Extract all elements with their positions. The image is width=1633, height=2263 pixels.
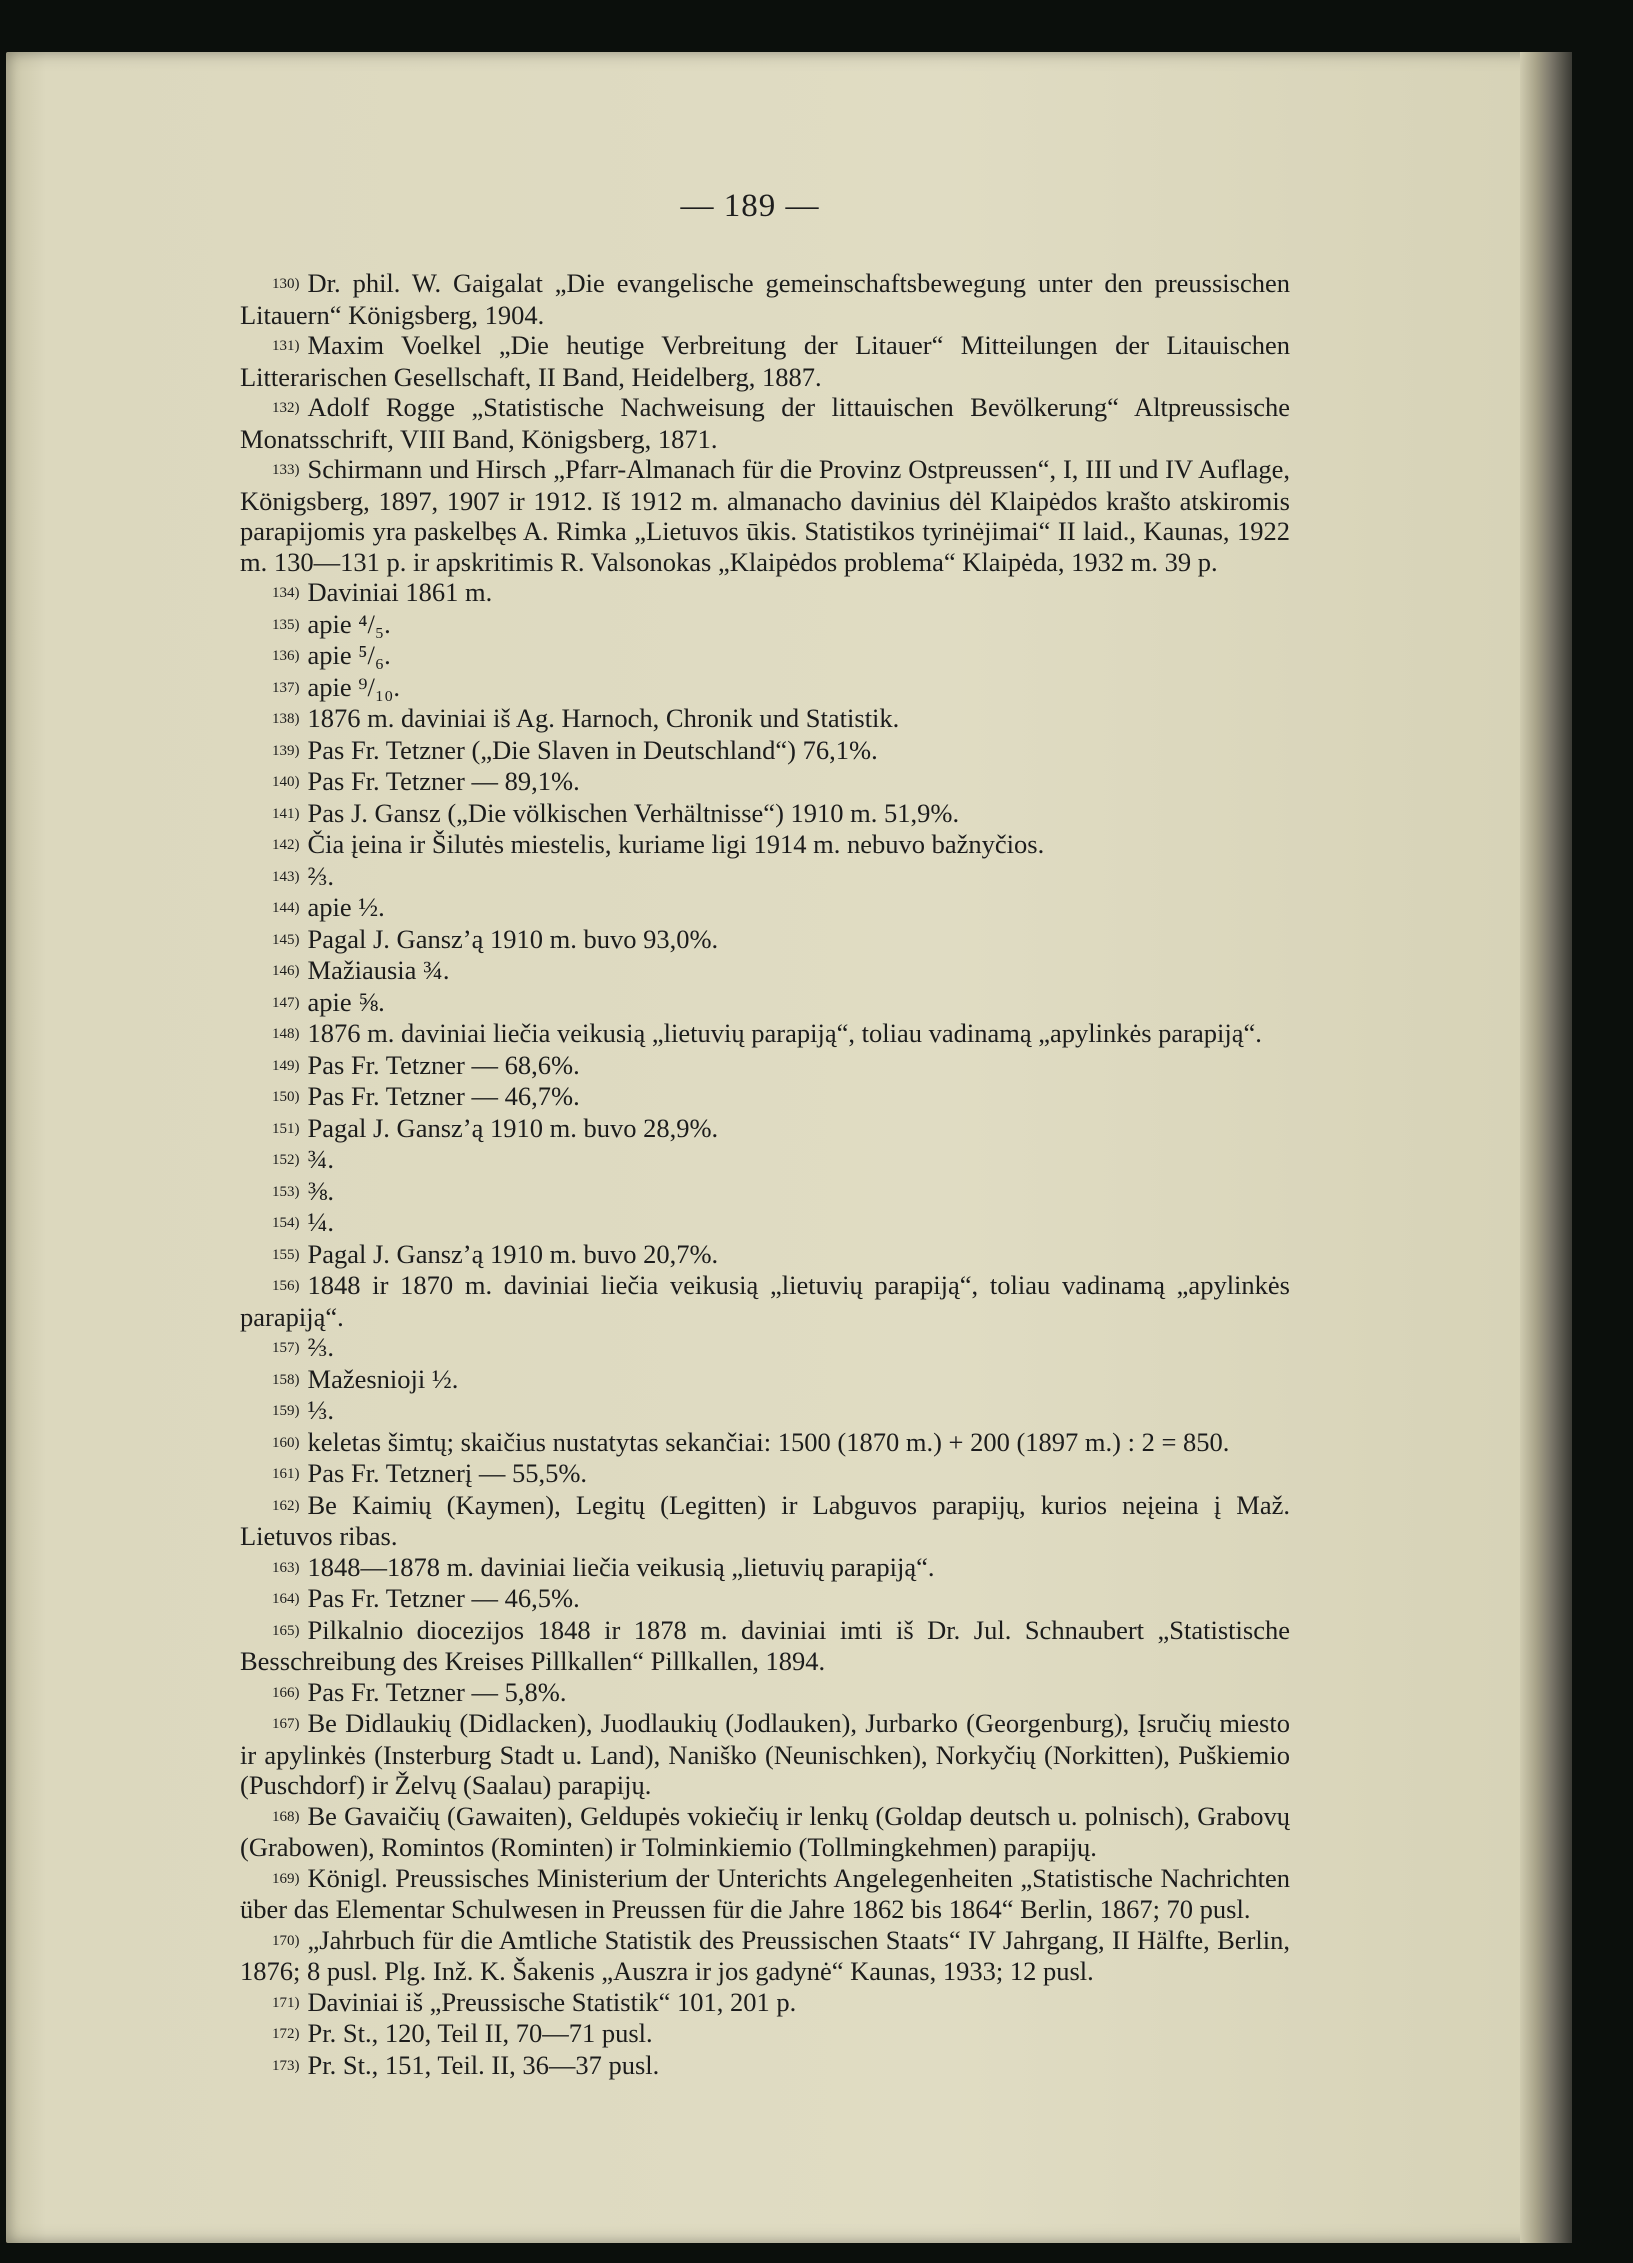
footnote-text: Pr. St., 120, Teil II, 70—71 pusl. (307, 2018, 653, 2048)
footnote (240, 1176, 1290, 1208)
footnote (240, 454, 1290, 577)
footnote (240, 330, 1290, 392)
footnote (240, 1583, 1290, 1615)
footnote-text: Daviniai 1861 m. (307, 577, 493, 607)
footnote (240, 861, 1290, 893)
footnote (240, 1081, 1290, 1113)
footnote-number: 165) (272, 1622, 300, 1639)
footnote-number: 160) (272, 1434, 300, 1451)
footnote-text: ⅜. (307, 1175, 334, 1206)
footnote (240, 1863, 1290, 1925)
footnote-number: 134) (272, 585, 300, 601)
footnote (240, 1364, 1290, 1396)
footnote-number: 164) (272, 1591, 300, 1607)
footnote (240, 955, 1290, 987)
footnote-number: 146) (272, 963, 300, 979)
footnote (240, 1490, 1290, 1552)
footnote-number: 133) (272, 462, 300, 478)
footnote-text: Daviniai iš „Preussische Statistik“ 101, 201 p. (307, 1986, 797, 2017)
footnote-number: 166) (272, 1684, 300, 1701)
footnote (240, 1270, 1290, 1332)
footnote-text: Pagal J. Gansz’ą 1910 m. buvo 28,9%. (307, 1112, 719, 1143)
footnote-text: Königl. Preussisches Ministerium der Unterichts Angelegenheiten „Statistische Nachrichten über das Elementar Schulwesen in Preussen für die Jahre 1862 bis 1864“ Berlin, 1867; 70 pusl. (240, 1862, 1290, 1924)
footnote-number: 136) (272, 648, 300, 664)
footnote-number: 171) (272, 1994, 300, 2011)
footnote-text: ⅔. (307, 1332, 334, 1362)
footnote-text: 1848—1878 m. daviniai liečia veikusią „lietuvių parapiją“. (307, 1551, 935, 1582)
footnote (240, 1427, 1290, 1459)
footnote-number: 142) (272, 837, 300, 853)
footnote (240, 892, 1290, 924)
footnote (240, 703, 1290, 735)
footnote-number: 150) (272, 1089, 300, 1105)
footnote-number: 151) (272, 1120, 300, 1137)
footnote (240, 924, 1290, 956)
footnote-text: Pas Fr. Tetzner — 46,7%. (307, 1081, 580, 1111)
footnote-text: Pas J. Gansz („Die völkischen Verhältnisse“) 1910 m. 51,9%. (307, 797, 960, 828)
footnote-text: Pas Fr. Tetzner — 89,1%. (307, 766, 580, 796)
footnote-number: 170) (272, 1932, 300, 1949)
footnote-number: 135) (272, 616, 300, 633)
footnote-number: 172) (272, 2026, 300, 2042)
footnote-text: Be Kaimių (Kaymen), Legitų (Legitten) ir Labguvos parapijų, kurios neįeina į Maž. Lietuvos ribas. (240, 1489, 1290, 1551)
footnote-number: 169) (272, 1870, 300, 1887)
footnote (240, 1018, 1290, 1050)
footnote-number: 168) (272, 1808, 300, 1825)
footnote-number: 156) (272, 1278, 300, 1294)
footnote (240, 392, 1290, 454)
footnote-number: 158) (272, 1371, 300, 1388)
footnote-number: 167) (272, 1716, 300, 1732)
page-number: — 189 — (680, 188, 820, 224)
footnote-text: Pas Fr. Tetzner („Die Slaven in Deutschland“) 76,1%. (307, 734, 878, 765)
footnote-text: Adolf Rogge „Statistische Nachweisung der littauischen Bevölkerung“ Altpreussische Monatsschrift, VIII Band, Königsberg, 1871. (240, 392, 1290, 454)
footnote-number: 137) (272, 679, 300, 696)
footnote (240, 1677, 1290, 1709)
footnote-text: ⅔. (307, 860, 334, 891)
footnote (240, 2050, 1290, 2082)
footnote-number: 159) (272, 1403, 300, 1419)
footnote-text: „Jahrbuch für die Amtliche Statistik des Preussischen Staats“ IV Jahrgang, II Hälfte, Berlin, 1876; 8 pusl. Plg. Inž. K. Šakenis „Auszra ir jos gadynė“ Kaunas, 1933; 12 pusl. (240, 1924, 1290, 1986)
footnote-text: Be Didlaukių (Didlacken), Juodlaukių (Jodlauken), Jurbarko (Georgenburg), Įsručių miesto ir apylinkės (Insterburg Stadt u. Land), Naniško (Neunischken), Norkyčių (Norkitten), Puškiemio (Puschdorf) ir Želvų (Saalau) parapijų. (240, 1708, 1290, 1800)
footnote-number: 139) (272, 742, 300, 759)
footnote (240, 1239, 1290, 1271)
footnote-text: apie ⅝. (307, 986, 385, 1017)
footnote (240, 1801, 1290, 1863)
footnote (240, 1925, 1290, 1987)
footnote-text: 1848 ir 1870 m. daviniai liečia veikusią „lietuvių parapiją“, toliau vadinamą „apylinkės parapiją“. (240, 1270, 1290, 1332)
book-spine-edge (1520, 52, 1572, 2243)
footnote-number: 144) (272, 900, 300, 916)
footnote-number: 154) (272, 1215, 300, 1231)
footnote-number: 157) (272, 1340, 300, 1356)
footnote-text: Čia įeina ir Šilutės miestelis, kuriame ligi 1914 m. nebuvo bažnyčios. (307, 829, 1045, 859)
footnote-number: 131) (272, 338, 300, 354)
footnote-text: Pas Fr. Tetzner — 46,5%. (307, 1583, 580, 1613)
footnote-text: Schirmann und Hirsch „Pfarr-Almanach für die Provinz Ostpreussen“, I, III und IV Auflage, Königsberg, 1897, 1907 ir 1912. Iš 1912 m. almanacho davinius dėl Klaipėdos krašto atskiromis parapijomis yra paskelbęs A. Rimka „Lietuvos ūkis. Statistikos tyrinėjimai“ II laid., Kaunas, 1922 m. 130—131 p. ir apskritimis R. Valsonokas „Klaipėdos problema“ Klaipėda, 1932 m. 39 p. (240, 454, 1290, 577)
footnote (240, 2018, 1290, 2050)
footnote-text: 1876 m. daviniai iš Ag. Harnoch, Chronik und Statistik. (307, 703, 900, 733)
footnote (240, 766, 1290, 798)
footnote-text: Maxim Voelkel „Die heutige Verbreitung der Litauer“ Mitteilungen der Litauischen Litterarischen Gesellschaft, II Band, Heidelberg, 1887. (240, 330, 1290, 392)
footnote-number: 153) (272, 1183, 300, 1200)
footnote (240, 640, 1290, 672)
footnote (240, 1144, 1290, 1176)
footnote-text: Pas Fr. Tetznerį — 55,5%. (307, 1458, 588, 1488)
footnote-number: 145) (272, 931, 300, 948)
footnote (240, 987, 1290, 1019)
footnote-number: 173) (272, 2057, 300, 2074)
footnote-text: apie ½. (307, 892, 385, 922)
footnote-text: Pagal J. Gansz’ą 1910 m. buvo 93,0%. (307, 923, 719, 954)
footnote (240, 798, 1290, 830)
footnote-text: apie ⁹/₁₀. (307, 671, 400, 702)
footnote (240, 1708, 1290, 1801)
footnote (240, 1458, 1290, 1490)
footnote-number: 161) (272, 1466, 300, 1482)
footnote-text: ¼. (307, 1207, 334, 1237)
footnote (240, 268, 1290, 330)
footnote-number: 132) (272, 400, 300, 416)
footnote-text: apie ⁵/₆. (307, 640, 391, 670)
footnote (240, 577, 1290, 609)
footnote (240, 1207, 1290, 1239)
footnote (240, 1332, 1290, 1364)
footnote-text: apie ⁴/₅. (307, 608, 391, 639)
footnote-text: Pagal J. Gansz’ą 1910 m. buvo 20,7%. (307, 1238, 719, 1269)
footnote-text: ¾. (307, 1144, 334, 1174)
footnote (240, 735, 1290, 767)
footnote (240, 1113, 1290, 1145)
footnote (240, 829, 1290, 861)
footnote-number: 130) (272, 276, 300, 292)
footnote (240, 1050, 1290, 1082)
footnote-number: 163) (272, 1559, 300, 1576)
footnote-text: Mažiausia ¾. (307, 955, 450, 985)
footnote-text: keletas šimtų; skaičius nustatytas sekančiai: 1500 (1870 m.) + 200 (1897 m.) : 2 = 850. (307, 1426, 1230, 1457)
footnote-text: Dr. phil. W. Gaigalat „Die evangelische gemeinschaftsbewegung unter den preussischen Litauern“ Königsberg, 1904. (240, 268, 1290, 330)
footnote-number: 143) (272, 868, 300, 885)
footnote-text: 1876 m. daviniai liečia veikusią „lietuvių parapiją“, toliau vadinamą „apylinkės parapiją“. (307, 1018, 1262, 1048)
footnote-number: 155) (272, 1246, 300, 1263)
footnotes-list (240, 268, 1290, 2081)
footnote-number: 149) (272, 1057, 300, 1074)
footnote (240, 1987, 1290, 2019)
footnote-text: Be Gavaičių (Gawaiten), Geldupės vokiečių ir lenkų (Goldap deutsch u. polnisch), Grabovų (Grabowen), Romintos (Rominten) ir Tolminkiemio (Tollmingkehmen) parapijų. (240, 1800, 1290, 1862)
footnote (240, 1615, 1290, 1677)
footnote (240, 1395, 1290, 1427)
footnote-number: 162) (272, 1497, 300, 1514)
footnote-number: 140) (272, 774, 300, 790)
footnote-number: 138) (272, 711, 300, 727)
footnote-number: 152) (272, 1152, 300, 1168)
footnote (240, 1552, 1290, 1584)
footnote-number: 147) (272, 994, 300, 1011)
footnote-text: Mažesnioji ½. (307, 1363, 459, 1394)
footnote-text: Pas Fr. Tetzner — 68,6%. (307, 1049, 580, 1080)
footnote-text: ⅓. (307, 1395, 334, 1425)
footnote (240, 609, 1290, 641)
footnote (240, 672, 1290, 704)
footnote-number: 141) (272, 805, 300, 822)
footnote-text: Pr. St., 151, Teil. II, 36—37 pusl. (307, 2049, 660, 2080)
footnote-text: Pas Fr. Tetzner — 5,8%. (307, 1676, 567, 1707)
footnote-number: 148) (272, 1026, 300, 1042)
footnote-text: Pilkalnio diocezijos 1848 ir 1878 m. daviniai imti iš Dr. Jul. Schnaubert „Statistische Besschreibung des Kreises Pillkallen“ Pillkallen, 1894. (240, 1614, 1290, 1676)
